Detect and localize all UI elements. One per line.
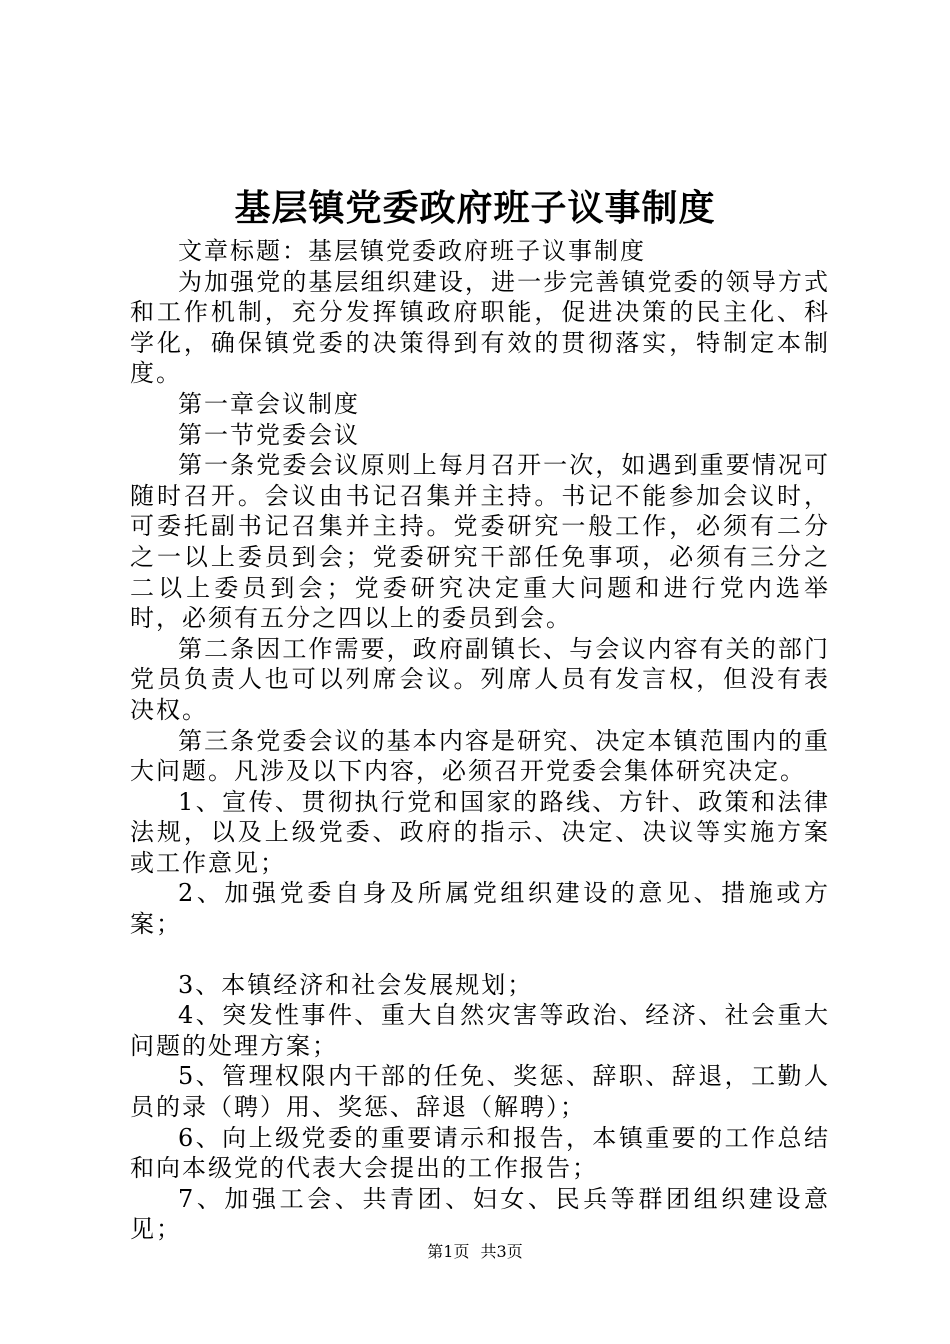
list-item-4: 4、突发性事件、重大自然灾害等政治、经济、社会重大问题的处理方案； (130, 1001, 830, 1060)
article-3: 第三条党委会议的基本内容是研究、决定本镇范围内的重大问题。凡涉及以下内容，必须召开党委会集体研究决定。 (130, 726, 830, 786)
chapter-heading: 第一章会议制度 (178, 389, 360, 418)
list-item-6: 6、向上级党委的重要请示和报告，本镇重要的工作总结和向本级党的代表大会提出的工作报告； (130, 1123, 830, 1183)
list-item-7: 7、加强工会、共青团、妇女、民兵等群团组织建设意见； (130, 1184, 830, 1244)
page-footer (0, 1240, 950, 1264)
page-total: 共3页 (480, 1242, 523, 1261)
list-item-5: 5、管理权限内干部的任免、奖惩、辞职、辞退，工勤人员的录（聘）用、奖惩、辞退（解聘）； (130, 1062, 830, 1122)
article-title-line: 文章标题：基层镇党委政府班子议事制度 (178, 237, 646, 265)
list-item-1: 1、宣传、贯彻执行党和国家的路线、方针、政策和法律法规，以及上级党委、政府的指示、决定、决议等实施方案或工作意见； (130, 787, 830, 877)
list-item-3: 3、本镇经济和社会发展规划； (178, 970, 534, 999)
document-body (130, 236, 830, 1245)
article-1: 第一条党委会议原则上每月召开一次，如遇到重要情况可随时召开。会议由书记召集并主持。书记不能参加会议时，可委托副书记召集并主持。党委研究一般工作，必须有二分之一以上委员到会；党委研究干部任免事项，必须有三分之二以上委员到会；党委研究决定重大问题和进行党内选举时，必须有五分之四以上的委员到会。 (130, 451, 830, 633)
page-number: 第1页 (427, 1242, 470, 1261)
intro-paragraph: 为加强党的基层组织建设，进一步完善镇党委的领导方式和工作机制，充分发挥镇政府职能，促进决策的民主化、科学化，确保镇党委的决策得到有效的贯彻落实，特制定本制度。 (130, 267, 830, 388)
list-item-2: 2、加强党委自身及所属党组织建设的意见、措施或方案； (130, 879, 830, 939)
article-2: 第二条因工作需要，政府副镇长、与会议内容有关的部门党员负责人也可以列席会议。列席人员有发言权，但没有表决权。 (130, 634, 830, 724)
document-title: 基层镇党委政府班子议事制度 (234, 187, 716, 229)
section-heading: 第一节党委会议 (178, 420, 360, 449)
